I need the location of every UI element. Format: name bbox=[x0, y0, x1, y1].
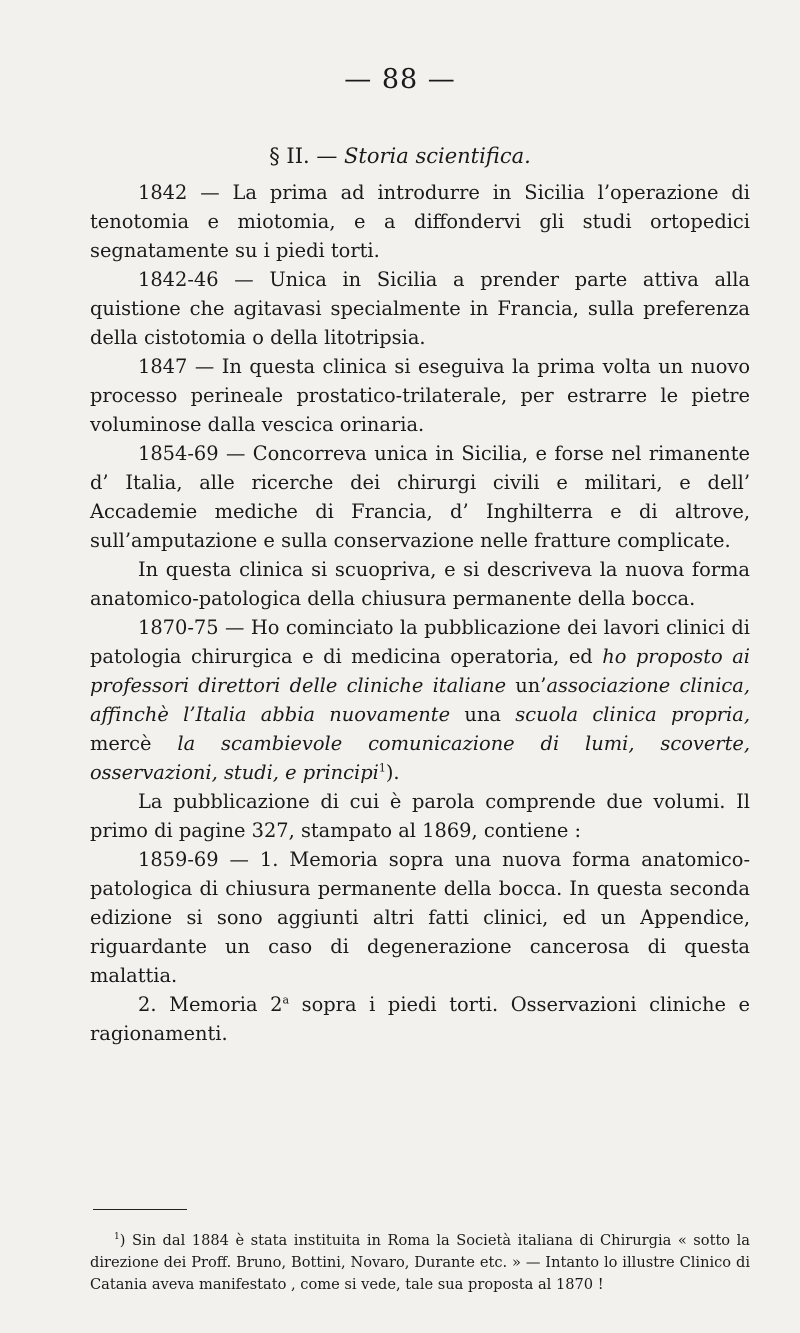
paragraph: 1842-46 — Unica in Sicilia a prender parte attiva alla quistione che agitavasi specialmente in Francia, sulla preferenza della cistotomia o della litotripsia. bbox=[90, 268, 750, 349]
section-number: § II. — bbox=[269, 144, 338, 168]
section-title: Storia scientifica. bbox=[344, 144, 531, 168]
paragraph-text: Unica in Sicilia a prender parte attiva alla quistione che agitavasi specialmente in Francia, sulla preferenza della cistotomia o della litotripsia. bbox=[90, 268, 750, 349]
paragraph-text: sopra i piedi torti. Osservazioni cliniche e ragionamenti. bbox=[90, 993, 750, 1045]
paragraph: 1859-69 — 1. Memoria sopra una nuova forma anatomico-patologica di chiusura permanente della bocca. In questa seconda edizione si sono aggiunti altri fatti clinici, ed un Appendice, riguardante un caso di degenerazione cancerosa di questa malattia. bbox=[90, 848, 751, 987]
entry-date: 1842 bbox=[138, 181, 188, 204]
footnote bbox=[90, 1230, 750, 1296]
entry-date: 1842-46 bbox=[138, 268, 219, 291]
footnote-ref[interactable]: 1 bbox=[378, 761, 386, 775]
paragraph-text: 1. Memoria sopra una nuova forma anatomico-patologica di chiusura permanente della bocca. In questa seconda edizione si sono aggiunti altri fatti clinici, ed un Appendice, riguardante un caso di degenerazione cancerosa di questa malattia. bbox=[90, 848, 751, 987]
paragraph-text: 2. Memoria 2 bbox=[138, 993, 283, 1016]
paragraph bbox=[90, 990, 750, 1048]
section-heading bbox=[0, 144, 800, 168]
paragraph-text: Concorreva unica in Sicilia, e forse nel rimanente d’ Italia, alle ricerche dei chirurgi civili e militari, e dell’ Accademie mediche di Francia, d’ Inghilterra e di altrove, sull’amputazione e sulla conservazione nelle fratture complicate. bbox=[90, 442, 751, 552]
paragraph: 1842 — La prima ad introdurre in Sicilia l’operazione di tenotomia e miotomia, e a diffondervi gli studi ortopedici segnatamente su i piedi torti. bbox=[90, 181, 751, 262]
italic-phrase: la scambievole comunicazione di lumi, scoverte, osservazioni, studi, e principi bbox=[90, 732, 751, 784]
entry-date: 1870-75 bbox=[138, 616, 219, 639]
paragraph bbox=[90, 787, 750, 845]
paragraph-text: un’ bbox=[515, 674, 547, 697]
footnote-text: ) Sin dal 1884 è stata instituita in Roma la Società italiana di Chirurgia « sotto la direzione dei Proff. Bruno, Bottini, Novaro, Durante etc. » — Intanto lo illustre Clinico di Catania aveva manifestato , come si vede, tale sua proposta al 1870 ! bbox=[90, 1232, 750, 1293]
paragraph: 1854-69 — Concorreva unica in Sicilia, e forse nel rimanente d’ Italia, alle ricerche dei chirurgi civili e militari, e dell’ Accademie mediche di Francia, d’ Inghilterra e di altrove, sull’amputazione e sulla conservazione nelle fratture complicate. bbox=[90, 442, 751, 552]
entry-date: 1847 bbox=[138, 355, 188, 378]
paragraph: 1870-75 — Ho cominciato la pubblicazione dei lavori clinici di patologia chirurgica e di medicina operatoria, ed ho proposto ai professori direttori delle cliniche italiane un’associazione clinica, affinchè l’Italia abbia nuovamente una scuola clinica propria, mercè la scambievole comunicazione di lumi, scoverte, osservazioni, studi, e principi$^1$). bbox=[90, 616, 751, 784]
entry-date: 1859-69 bbox=[138, 848, 219, 871]
italic-phrase: scuola clinica propria, bbox=[515, 703, 750, 726]
paragraph-text: In questa clinica si eseguiva la prima volta un nuovo processo perineale prostatico-trilaterale, per estrarre le pietre voluminose dalla vescica orinaria. bbox=[90, 355, 751, 436]
italic-phrase: ho proposto ai professori direttori delle cliniche italiane bbox=[90, 645, 750, 697]
paragraph-text: In questa clinica si scuopriva, e si descriveva la nuova forma anatomico-patologica della chiusura permanente della bocca. bbox=[90, 558, 750, 610]
paragraph-text: Ho cominciato la pubblicazione dei lavori clinici di patologia chirurgica e di medicina operatoria, ed bbox=[90, 616, 750, 668]
paragraph-text: ). bbox=[385, 761, 400, 784]
page-number: — 88 — bbox=[344, 64, 456, 95]
body-text bbox=[90, 178, 750, 1048]
footnote-divider bbox=[93, 1209, 187, 1210]
paragraph-text: una bbox=[464, 703, 501, 726]
italic-phrase: associazione clinica, affinchè l’Italia abbia nuovamente bbox=[90, 674, 751, 726]
paragraph-text: La pubblicazione di cui è parola comprende due volumi. Il primo di pagine 327, stampato al 1869, contiene : bbox=[90, 790, 750, 842]
paragraph-text: mercè bbox=[90, 732, 152, 755]
paragraph bbox=[90, 555, 750, 613]
paragraph: 1847 — In questa clinica si eseguiva la prima volta un nuovo processo perineale prostatico-trilaterale, per estrarre le pietre voluminose dalla vescica orinaria. bbox=[90, 355, 751, 436]
paragraph-text: La prima ad introdurre in Sicilia l’operazione di tenotomia e miotomia, e a diffondervi gli studi ortopedici segnatamente su i piedi torti. bbox=[90, 181, 751, 262]
ordinal-superscript: a bbox=[282, 993, 290, 1007]
footnote-marker: 1 bbox=[114, 1232, 120, 1243]
entry-date: 1854-69 bbox=[138, 442, 219, 465]
